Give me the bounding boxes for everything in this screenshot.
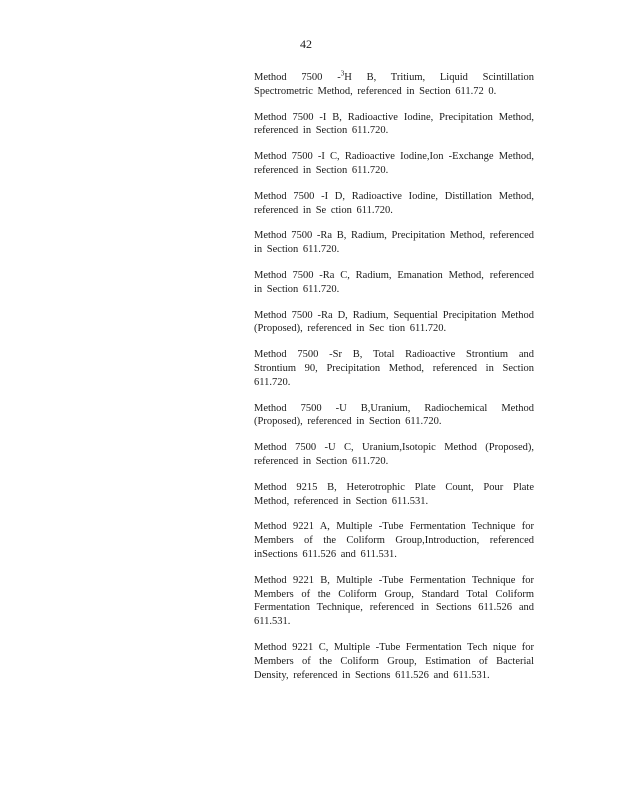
list-item: Method 9221 A, Multiple -Tube Fermentation Technique for Members of the Coliform Group,Introduction, referenced inSections 611.526 and 611.531.: [254, 521, 534, 560]
page-number: 42: [300, 37, 312, 51]
list-item: Method 7500 -Sr B, Total Radioactive Strontium and Strontium 90, Precipitation Method, referenced in Section 611.720.: [254, 349, 534, 388]
list-item: Method 7500 -U B,Uranium, Radiochemical Method (Proposed), referenced in Section 611.720.: [254, 402, 534, 428]
entry-text: H B, Tritium, Liquid Scintillation Spectrometric Method, referenced in Section 611.72 0.: [254, 72, 534, 97]
list-item: Method 7500 -Ra B, Radium, Precipitation Method, referenced in Section 611.720.: [254, 230, 534, 256]
list-item: Method 9215 B, Heterotrophic Plate Count, Pour Plate Method, referenced in Section 611.531.: [254, 481, 534, 507]
list-item: Method 9221 C, Multiple -Tube Fermentation Tech nique for Members of the Coliform Group, Estimation of Bacterial Density, referenced in Sections 611.526 and 611.531.: [254, 641, 534, 681]
list-item: Method 7500 -I C, Radioactive Iodine,Ion -Exchange Method, referenced in Section 611.720.: [254, 151, 534, 176]
list-item: Method 7500 -Ra D, Radium, Sequential Precipitation Method (Proposed), referenced in Sec tion 611.720.: [254, 309, 534, 335]
list-item: [254, 71, 534, 99]
list-item: Method 7500 -U C, Uranium,Isotopic Method (Proposed), referenced in Section 611.720.: [254, 442, 534, 467]
list-item: Method 7500 -I D, Radioactive Iodine, Distillation Method, referenced in Se ction 611.720.: [254, 190, 534, 216]
list-item: Method 7500 -I B, Radioactive Iodine, Precipitation Method, referenced in Section 611.720.: [254, 111, 534, 137]
method-list: [254, 71, 534, 694]
list-item: Method 7500 -Ra C, Radium, Emanation Method, referenced in Section 611.720.: [254, 269, 534, 295]
superscript: 3: [340, 69, 345, 78]
list-item: Method 9221 B, Multiple -Tube Fermentation Technique for Members of the Coliform Group, Standard Total Coliform Fermentation Technique, referenced in Sections 611.526 and 611.531.: [254, 574, 534, 628]
entry-prefix: Method 7500 -: [254, 72, 341, 83]
